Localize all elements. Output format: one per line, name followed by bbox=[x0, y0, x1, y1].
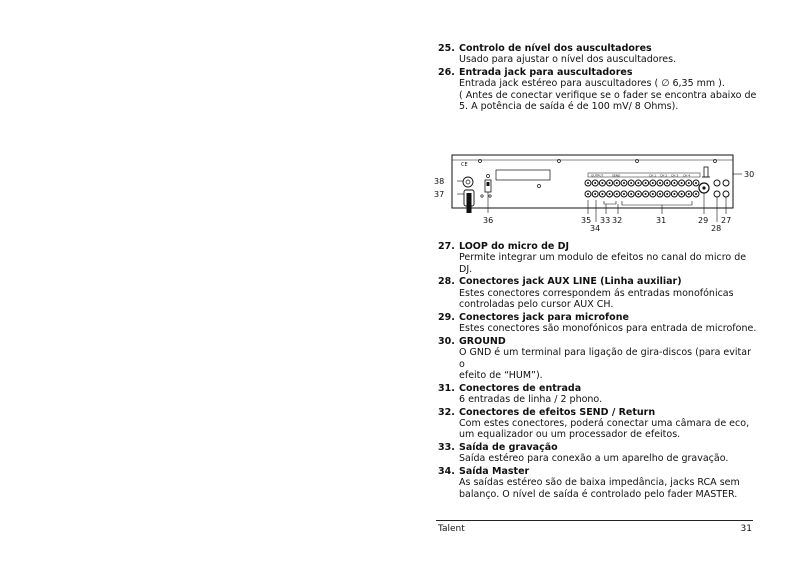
callout-37: 37 bbox=[434, 190, 445, 199]
item-number: 26. bbox=[438, 67, 455, 78]
desc-line: Com estes conectores, poderá conectar uma câmara de eco, bbox=[459, 418, 750, 430]
item-number: 25. bbox=[438, 43, 455, 54]
label-window bbox=[496, 170, 550, 180]
callout-32: 32 bbox=[612, 216, 623, 225]
callout-33: 33 bbox=[600, 216, 611, 225]
item-description bbox=[438, 347, 758, 381]
item-description bbox=[438, 394, 758, 405]
rca-jack-pin bbox=[616, 193, 618, 195]
rca-jack-pin bbox=[587, 193, 589, 195]
item-description bbox=[438, 418, 758, 441]
list-item bbox=[438, 67, 758, 113]
item-description bbox=[438, 323, 758, 334]
top-items-section bbox=[438, 43, 758, 114]
rca-jack-pin bbox=[688, 182, 690, 184]
rca-jack-pin bbox=[630, 182, 632, 184]
item-number: 30. bbox=[438, 335, 455, 347]
rca-jack-pin bbox=[609, 193, 611, 195]
callout-36: 36 bbox=[483, 216, 494, 225]
item-description bbox=[438, 54, 758, 65]
list-item bbox=[438, 241, 758, 275]
footer-divider bbox=[436, 520, 753, 521]
rca-jack-pin bbox=[594, 193, 596, 195]
list-item bbox=[438, 43, 758, 66]
rca-jack-pin bbox=[681, 182, 683, 184]
power-cord-cable bbox=[467, 193, 472, 213]
item-number: 28. bbox=[438, 276, 455, 288]
rca-jack-pin bbox=[666, 182, 668, 184]
desc-line: 6 entradas de linha / 2 phono. bbox=[459, 394, 603, 406]
ground-terminal-icon bbox=[704, 167, 708, 177]
rca-jack-pin bbox=[616, 182, 618, 184]
aux-jack-icon bbox=[714, 191, 720, 197]
item-title: LOOP do micro de DJ bbox=[459, 241, 570, 252]
item-title: Saída de gravação bbox=[459, 442, 558, 454]
rca-jack-pin bbox=[652, 193, 654, 195]
callout-34: 34 bbox=[590, 224, 601, 232]
rca-jack-pin bbox=[673, 193, 675, 195]
rca-jack-pin bbox=[594, 182, 596, 184]
rca-jack-pin bbox=[652, 182, 654, 184]
callout-27: 27 bbox=[721, 216, 732, 225]
desc-line: Estes conectores são monofónicos para entrada de microfone. bbox=[459, 323, 757, 335]
callout-31: 31 bbox=[656, 216, 667, 225]
item-description bbox=[438, 453, 758, 464]
list-item bbox=[438, 407, 758, 441]
loop-jack-icon bbox=[723, 180, 729, 186]
item-title: Conectores de entrada bbox=[459, 382, 582, 394]
rca-jack-pin bbox=[688, 193, 690, 195]
desc-line: um equalizador ou um processador de efeitos. bbox=[459, 429, 681, 441]
item-number: 32. bbox=[438, 406, 455, 418]
rca-jack-pin bbox=[601, 182, 603, 184]
rca-jack-pin bbox=[681, 193, 683, 195]
rca-jack-pin bbox=[601, 193, 603, 195]
desc-line: 5. A potência de saída é de 100 mV/ 8 Ohms). bbox=[459, 101, 679, 113]
rca-jack-pin bbox=[673, 182, 675, 184]
item-title: Conectores jack AUX LINE (Linha auxiliar) bbox=[459, 276, 682, 288]
rca-jack-pin bbox=[587, 182, 589, 184]
list-item bbox=[438, 442, 758, 465]
rca-jack-pin bbox=[630, 193, 632, 195]
rca-jack-pin bbox=[623, 182, 625, 184]
callout-30: 30 bbox=[744, 170, 755, 179]
ce-mark-icon: CE bbox=[461, 162, 468, 168]
power-switch-rocker bbox=[487, 182, 490, 186]
footer-brand: Talent bbox=[438, 524, 465, 534]
desc-line: Entrada jack estéreo para auscultadores ( ∅ 6,35 mm ). bbox=[459, 78, 725, 90]
desc-line: O GND é um terminal para ligação de gira-discos (para evitar o bbox=[459, 347, 751, 370]
rca-jack-pin bbox=[623, 193, 625, 195]
bottom-items-section bbox=[438, 241, 758, 501]
list-item bbox=[438, 276, 758, 310]
rca-jack-pin bbox=[645, 182, 647, 184]
callout-29: 29 bbox=[698, 216, 709, 225]
item-description bbox=[438, 477, 758, 500]
item-number: 31. bbox=[438, 382, 455, 394]
item-number: 27. bbox=[438, 241, 455, 252]
desc-line: Saída estéreo para conexão a um aparelho de gravação. bbox=[459, 453, 729, 465]
list-item bbox=[438, 466, 758, 500]
item-title: Conectores de efeitos SEND / Return bbox=[459, 406, 656, 418]
list-item bbox=[438, 383, 758, 406]
list-item bbox=[438, 336, 758, 382]
panel-label-ch1: CH 1 bbox=[649, 173, 657, 178]
item-title: Saída Master bbox=[459, 466, 530, 478]
aux-jack-icon bbox=[714, 180, 720, 186]
callout-38: 38 bbox=[434, 177, 445, 186]
rca-jack-pin bbox=[645, 193, 647, 195]
rca-jack-pin bbox=[695, 182, 697, 184]
panel-label-output: OUTPUT bbox=[591, 173, 604, 178]
desc-line: Usado para ajustar o nível dos auscultadores. bbox=[459, 54, 677, 66]
panel-label-ch4: CH 4 bbox=[683, 173, 691, 178]
callout-28: 28 bbox=[711, 224, 722, 232]
desc-line: ( Antes de conectar verifique se o fader se encontra abaixo de bbox=[459, 89, 757, 101]
panel-label-ch2: CH 2 bbox=[660, 173, 668, 178]
desc-line: DJ. bbox=[459, 263, 473, 275]
item-number: 33. bbox=[438, 442, 455, 454]
item-title: Conectores jack para microfone bbox=[459, 311, 629, 323]
rca-jack-pin bbox=[666, 193, 668, 195]
panel-label-ch3: CH 3 bbox=[671, 173, 679, 178]
rear-panel-svg bbox=[428, 150, 758, 232]
rear-panel-diagram bbox=[428, 150, 758, 232]
mic-jack-core bbox=[702, 186, 705, 189]
item-number: 34. bbox=[438, 466, 455, 478]
rca-jack-pin bbox=[659, 193, 661, 195]
rca-jack-pin bbox=[637, 193, 639, 195]
rca-jack-pin bbox=[659, 182, 661, 184]
callout-35: 35 bbox=[581, 216, 592, 225]
item-title: GROUND bbox=[459, 335, 506, 347]
desc-line: efeito de “HUM”). bbox=[459, 370, 543, 382]
list-item bbox=[438, 312, 758, 335]
loop-jack-icon bbox=[723, 191, 729, 197]
item-description bbox=[438, 288, 758, 311]
desc-line: Permite integrar um modulo de efeitos no canal do micro de bbox=[459, 252, 747, 264]
desc-line: balanço. O nível de saída é controlado pelo fader MASTER. bbox=[459, 488, 738, 500]
item-title: Entrada jack para auscultadores bbox=[459, 67, 633, 78]
item-title: Controlo de nível dos auscultadores bbox=[459, 43, 652, 54]
rca-jack-pin bbox=[695, 193, 697, 195]
desc-line: As saídas estéreo são de baixa impedância, jacks RCA sem bbox=[459, 477, 740, 489]
desc-line: controladas pelo cursor AUX CH. bbox=[459, 299, 614, 311]
panel-label-send: SEND bbox=[612, 173, 621, 178]
item-description bbox=[438, 78, 758, 112]
page-number: 31 bbox=[740, 524, 752, 534]
item-description bbox=[438, 252, 758, 275]
desc-line: Estes conectores correspondem ás entradas monofónicas bbox=[459, 287, 734, 299]
rca-jack-pin bbox=[637, 182, 639, 184]
rca-jack-pin bbox=[609, 182, 611, 184]
item-number: 29. bbox=[438, 311, 455, 323]
